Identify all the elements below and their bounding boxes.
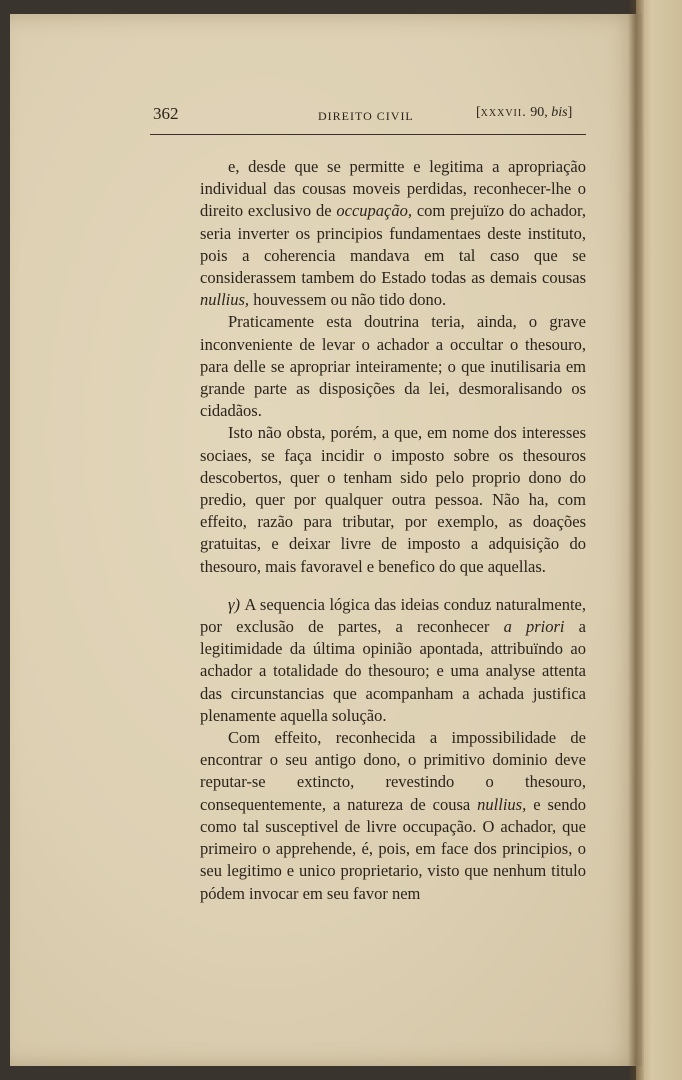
section-bracket-open: [ bbox=[476, 105, 481, 120]
section-reference bbox=[476, 105, 572, 121]
text-run: a legitimidade da última opinião apontada, attribuïndo ao achador a totalidade do thesouro; e uma analyse attenta das circunstancias que acompanham a achada justifica plenamente aquella solução. bbox=[200, 617, 586, 725]
section-bis: bis bbox=[551, 105, 568, 120]
italic-text: nullius, bbox=[477, 794, 527, 814]
page-header bbox=[0, 0, 682, 140]
paragraph bbox=[200, 594, 586, 727]
text-run: Praticamente esta doutrina teria, ainda, o grave inconveniente de levar o achador a occultar o thesouro, para delle se apropriar inteiramente; o que inutilisaria em grande parte as disposições da lei, desmoralisando os cidadãos. bbox=[200, 312, 586, 421]
text-run: com prejuïzo do achador, seria inverter os principios fundamentaes deste instituto, pois a coherencia mandava em tal caso que se considerassem tambem do Estado todas as demais cousas bbox=[200, 201, 586, 288]
section-bracket-close: ] bbox=[567, 105, 573, 120]
text-run: Com effeito, reconhecida a impossibilidade de encontrar o seu antigo dono, o primitivo dominio deve reputar-se extincto, revestindo o thesouro, consequentemente, a natureza de cousa bbox=[200, 728, 586, 814]
running-title: DIREITO CIVIL bbox=[318, 109, 414, 123]
text-run: e, desde que se permitte e legitima a apropriação individual das cousas moveis perdidas, reconhecer-lhe o direito exclusivo de bbox=[200, 157, 586, 221]
section-roman: xxxvii. bbox=[480, 105, 527, 120]
text-run: e sendo como tal susceptivel de livre occupação. O achador, que primeiro o apprehende, é, pois, em face dos principios, o seu legitimo e unico proprietario, visto que nenhum titulo pódem invocar em seu favor nem bbox=[200, 794, 586, 903]
paragraph bbox=[200, 422, 586, 577]
section-number: 90, bbox=[526, 105, 552, 120]
italic-text: γ) bbox=[228, 594, 240, 614]
text-run: houvessem ou não tido dono. bbox=[249, 290, 447, 310]
text-run: A sequencia lógica das ideias conduz naturalmente, por exclusão de partes, a reconhecer bbox=[200, 594, 586, 637]
body-text bbox=[200, 156, 586, 905]
book-gutter bbox=[628, 0, 644, 1080]
italic-text: a priori bbox=[503, 617, 565, 637]
header-rule bbox=[150, 134, 586, 135]
paragraph bbox=[200, 311, 586, 422]
page-number: 362 bbox=[153, 104, 179, 123]
italic-text: nullius, bbox=[200, 290, 250, 310]
paragraph bbox=[200, 156, 586, 311]
italic-text: occupação, bbox=[336, 201, 412, 221]
text-run: Isto não obsta, porém, a que, em nome dos interesses sociaes, se faça incidir o imposto sobre os thesouros descobertos, quer o tenham sido pelo proprio dono do predio, quer por qualquer outra pessoa. Não ha, com effeito, razão para tributar, por exemplo, as doações gratuitas, e deixar livre de imposto a adquisição do thesouro, mais favoravel e benefico do que aquellas. bbox=[200, 423, 586, 576]
paragraph bbox=[200, 727, 586, 905]
